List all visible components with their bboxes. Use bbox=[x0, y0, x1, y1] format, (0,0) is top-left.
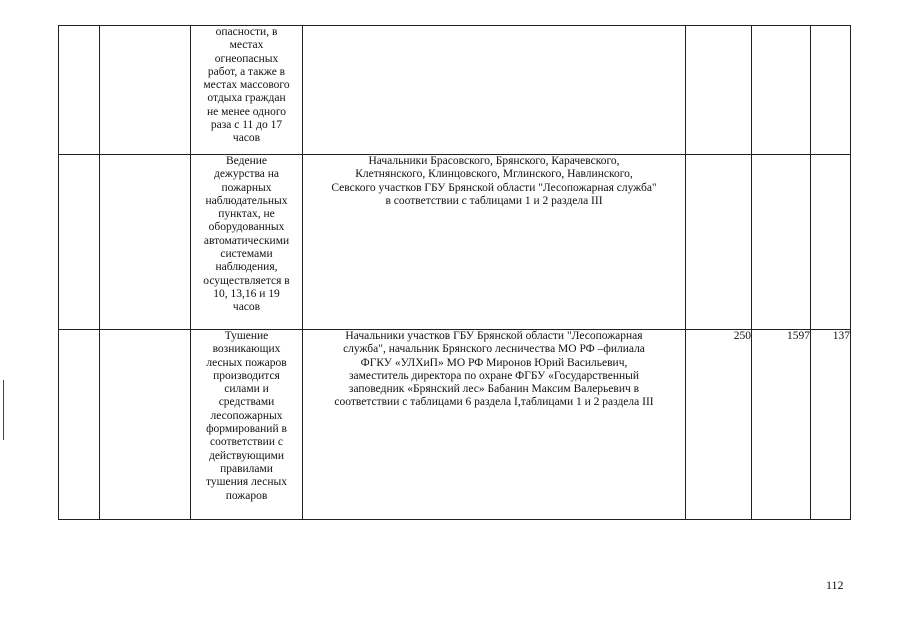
activity-cell: опасности, в местах огнеопасных работ, а также в местах массового отдыха граждан не менее одного раза с 11 до 17 часов bbox=[191, 26, 303, 155]
table-row bbox=[59, 155, 851, 330]
responsible-cell: Начальники участков ГБУ Брянской области "Лесопожарная служба", начальник Брянского лесничества МО РФ –филиала ФГКУ «УЛХиП» МО РФ Миронов Юрий Васильевич, заместитель директора по охране ФГБУ «Государственный заповедник «Брянский лес» Бабанин Максим Валерьевич в соответствии с таблицами 6 раздела I,таблицами 1 и 2 раздела III bbox=[303, 330, 686, 520]
value-cell-1 bbox=[686, 26, 752, 155]
value-cell-2 bbox=[752, 155, 811, 330]
activity-cell: Тушение возникающих лесных пожаров производится силами и средствами лесопожарных формирований в соответствии с действующими правилами тушения лесных пожаров bbox=[191, 330, 303, 520]
table-row bbox=[59, 330, 851, 520]
page-number: 112 bbox=[826, 578, 844, 592]
value-cell-3 bbox=[811, 26, 851, 155]
value-cell-3 bbox=[811, 155, 851, 330]
responsible-cell: Начальники Брасовского, Брянского, Карачевского, Клетнянского, Клинцовского, Мглинского, Навлинского, Севского участков ГБУ Брянской области "Лесопожарная служба" в соответствии с таблицами 1 и 2 раздела III bbox=[303, 155, 686, 330]
value-cell-1 bbox=[686, 155, 752, 330]
index-cell bbox=[59, 330, 100, 520]
value-cell-1: 250 bbox=[686, 330, 752, 520]
section-cell bbox=[100, 26, 191, 155]
value-cell-2: 1597 bbox=[752, 330, 811, 520]
index-cell bbox=[59, 26, 100, 155]
section-cell bbox=[100, 330, 191, 520]
responsible-cell bbox=[303, 26, 686, 155]
index-cell bbox=[59, 155, 100, 330]
value-cell-3: 137 bbox=[811, 330, 851, 520]
plan-table bbox=[58, 25, 851, 520]
scan-margin-mark bbox=[3, 380, 4, 440]
activity-cell: Ведение дежурства на пожарных наблюдательных пунктах, не оборудованных автоматическими системами наблюдения, осуществляется в 10, 13,16 и 19 часов bbox=[191, 155, 303, 330]
table-row bbox=[59, 26, 851, 155]
section-cell bbox=[100, 155, 191, 330]
value-cell-2 bbox=[752, 26, 811, 155]
